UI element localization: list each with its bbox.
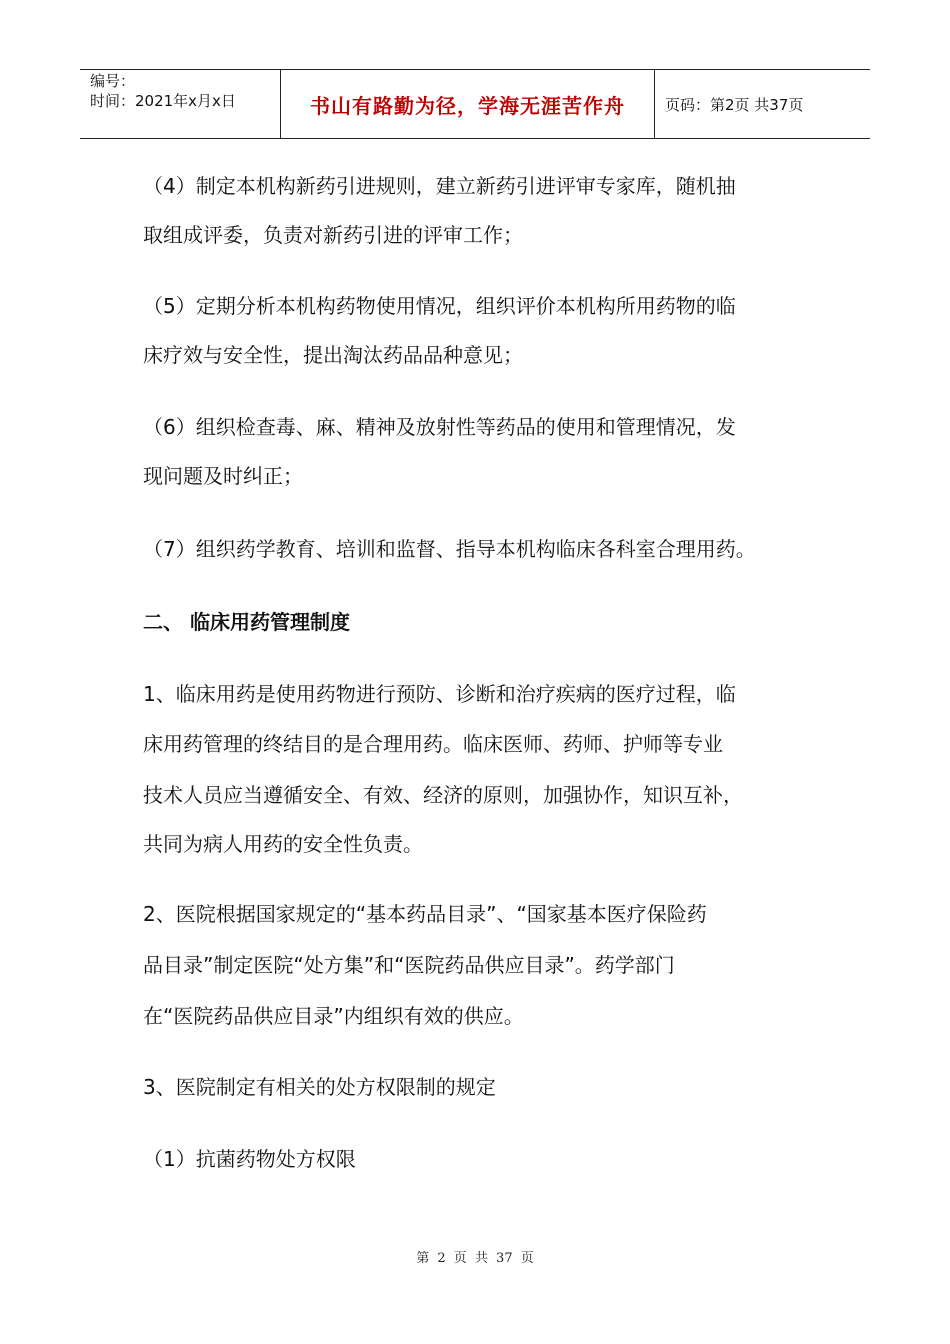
body-line: 2、医院根据国家规定的“基本药品目录”、“国家基本医疗保险药 [143, 902, 707, 926]
body-line: （7）组织药学教育、培训和监督、指导本机构临床各科室合理用药。 [143, 537, 756, 561]
body-line: 取组成评委，负责对新药引进的评审工作； [143, 223, 523, 247]
body-line: （4）制定本机构新药引进规则，建立新药引进评审专家库，随机抽 [143, 174, 736, 198]
body-line: 现问题及时纠正； [143, 464, 303, 488]
page-header [80, 69, 870, 139]
document-time-label: 时间：2021年x月x日 [90, 92, 236, 110]
header-page-info: 页码：第2页 共37页 [665, 95, 804, 114]
document-number-label: 编号： [90, 72, 136, 90]
header-meta-cell [80, 70, 281, 138]
body-line: 在“医院药品供应目录”内组织有效的供应。 [143, 1004, 524, 1028]
header-motto: 书山有路勤为径，学海无涯苦作舟 [310, 93, 625, 118]
body-line: 品目录”制定医院“处方集”和“医院药品供应目录”。药学部门 [143, 953, 675, 977]
page-footer: 第 2 页 共 37 页 [416, 1251, 534, 1266]
body-line: （1）抗菌药物处方权限 [143, 1147, 356, 1171]
body-line: 1、临床用药是使用药物进行预防、诊断和治疗疾病的医疗过程，临 [143, 682, 736, 706]
section-heading: 二、 临床用药管理制度 [143, 610, 350, 634]
header-page-cell [655, 70, 870, 138]
body-line: 技术人员应当遵循安全、有效、经济的原则，加强协作，知识互补， [143, 783, 743, 807]
body-line: （5）定期分析本机构药物使用情况，组织评价本机构所用药物的临 [143, 294, 736, 318]
body-line: 床疗效与安全性，提出淘汰药品品种意见； [143, 343, 523, 367]
header-motto-cell [281, 70, 655, 138]
body-line: 床用药管理的终结目的是合理用药。临床医师、药师、护师等专业 [143, 732, 723, 756]
body-line: （6）组织检查毒、麻、精神及放射性等药品的使用和管理情况，发 [143, 415, 736, 439]
body-line: 3、医院制定有相关的处方权限制的规定 [143, 1075, 496, 1099]
body-line: 共同为病人用药的安全性负责。 [143, 832, 423, 856]
